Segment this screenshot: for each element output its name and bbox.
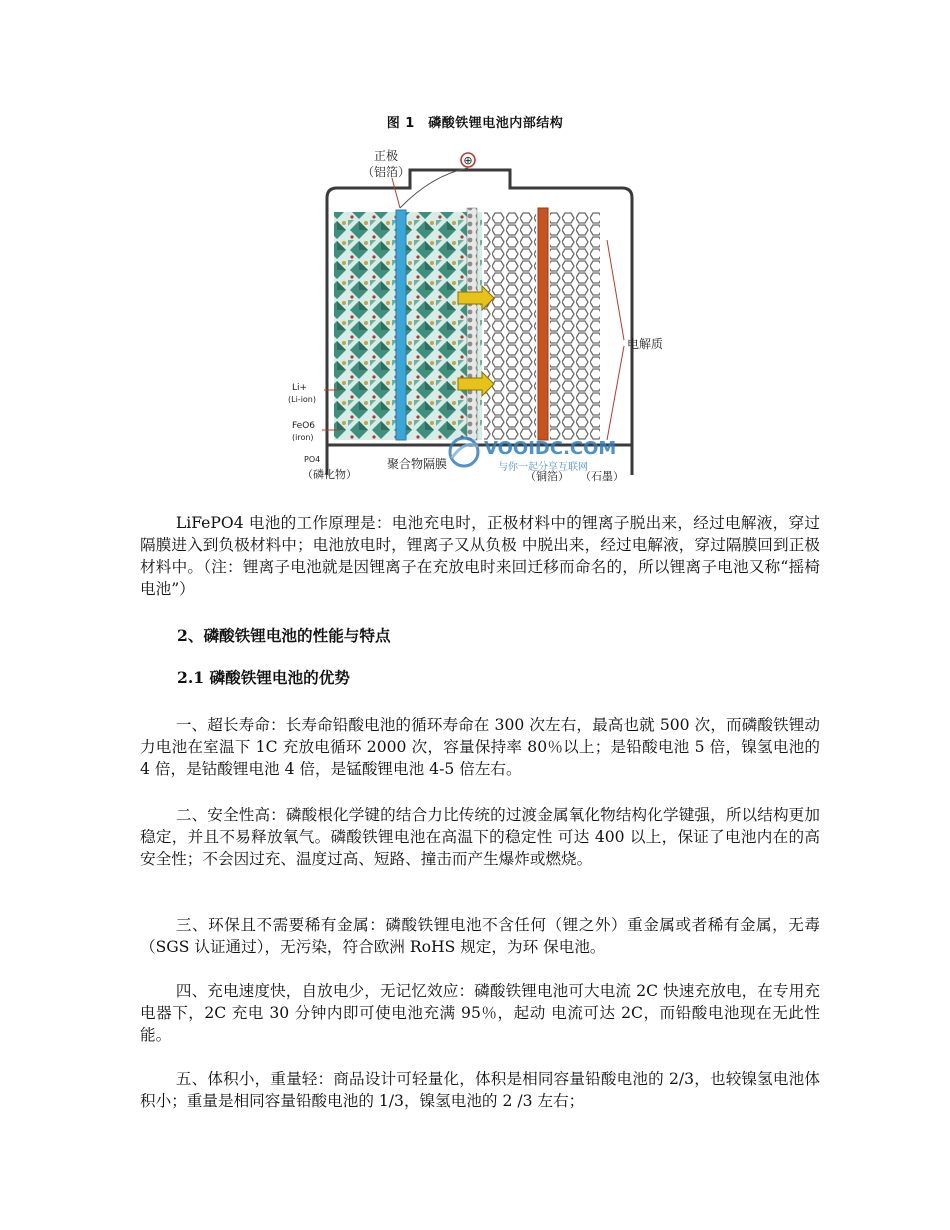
copper-current-collector xyxy=(538,208,548,440)
graphite-label: （石墨） xyxy=(580,470,624,483)
cathode-lifepo4-region xyxy=(334,212,482,440)
li-ion-label: Li+ xyxy=(292,383,308,393)
subsection-heading: 2.1 磷酸铁锂电池的优势 xyxy=(177,668,350,687)
battery-structure-figure xyxy=(282,140,672,485)
advantage-1-paragraph: 一、超长寿命：长寿命铅酸电池的循环寿命在 300 次左右，最高也就 500 次，而磷酸铁锂动力电池在室温下 1C 充放电循环 2000 次，容量保持率 80％以上；是铅酸电池 5 倍，镍氢电池的 4 倍，是钴酸锂电池 4 倍，是锰酸锂电池 4-5 倍左右。 xyxy=(140,716,820,778)
copper-foil-label: （铜箔） xyxy=(525,470,569,483)
aluminum-current-collector xyxy=(396,210,406,440)
advantage-2-paragraph: 二、安全性高：磷酸根化学键的结合力比传统的过渡金属氧化物结构化学键强，所以结构更加稳定，并且不易释放氧气。磷酸铁锂电池在高温下的稳定性 可达 400 以上，保证了电池内在的高安全性；不会因过充、温度过高、短路、撞击而产生爆炸或燃烧。 xyxy=(140,806,820,868)
electrolyte-label: 电解质 xyxy=(627,337,664,351)
watermark-slogan: 与你一起分享互联网 xyxy=(498,462,588,473)
aluminum-foil-label: （铝箔） xyxy=(361,165,411,179)
anode-graphite-right xyxy=(550,212,600,440)
plus-sign: ⊕ xyxy=(463,154,473,167)
figure-title: 图 1 磷酸铁锂电池内部结构 xyxy=(386,116,564,131)
polymer-separator-label: 聚合物隔膜 xyxy=(387,457,448,471)
po4-label: PO4 xyxy=(304,455,321,464)
polymer-separator xyxy=(467,208,477,440)
watermark-logo xyxy=(450,438,616,473)
section-heading: 2、磷酸铁锂电池的性能与特点 xyxy=(177,626,391,645)
advantage-5-paragraph: 五、体积小，重量轻：商品设计可轻量化，体积是相同容量铅酸电池的 2/3，也较镍氢电池体积小；重量是相同容量铅酸电池的 1/3，镍氢电池的 2 /3 左右； xyxy=(140,1070,820,1110)
li-ion-sub-label: (Li-ion) xyxy=(288,395,316,404)
advantage-4-paragraph: 四、充电速度快，自放电少，无记忆效应：磷酸铁锂电池可大电流 2C 快速充放电，在专用充电器下，2C 充电 30 分钟内即可使电池充满 95％，起动 电流可达 2C，而铅酸电池现在无此性能。 xyxy=(140,982,820,1044)
feo6-label: FeO6 xyxy=(292,421,316,431)
phosphate-label: （磷化物） xyxy=(302,468,357,481)
advantage-3-paragraph: 三、环保且不需要稀有金属：磷酸铁锂电池不含任何（锂之外）重金属或者稀有金属，无毒（SGS 认证通过），无污染，符合欧洲 RoHS 规定，为环 保电池。 xyxy=(140,916,820,956)
anode-graphite-left xyxy=(484,212,536,440)
watermark-brand: VOOIDC.COM xyxy=(484,438,617,459)
working-principle-paragraph: LiFePO4 电池的工作原理是：电池充电时，正极材料中的锂离子脱出来，经过电解液，穿过隔膜进入到负极材料中；电池放电时，锂离子又从负极 中脱出来，经过电解液，穿过隔膜回到正极材料中。（注：锂离子电池就是因锂离子在充放电时来回迁移而命名的，所以锂离子电池又称“摇椅电池”） xyxy=(140,514,820,598)
iron-sub-label: (iron) xyxy=(292,433,314,442)
positive-electrode-label: 正极 xyxy=(373,149,399,163)
